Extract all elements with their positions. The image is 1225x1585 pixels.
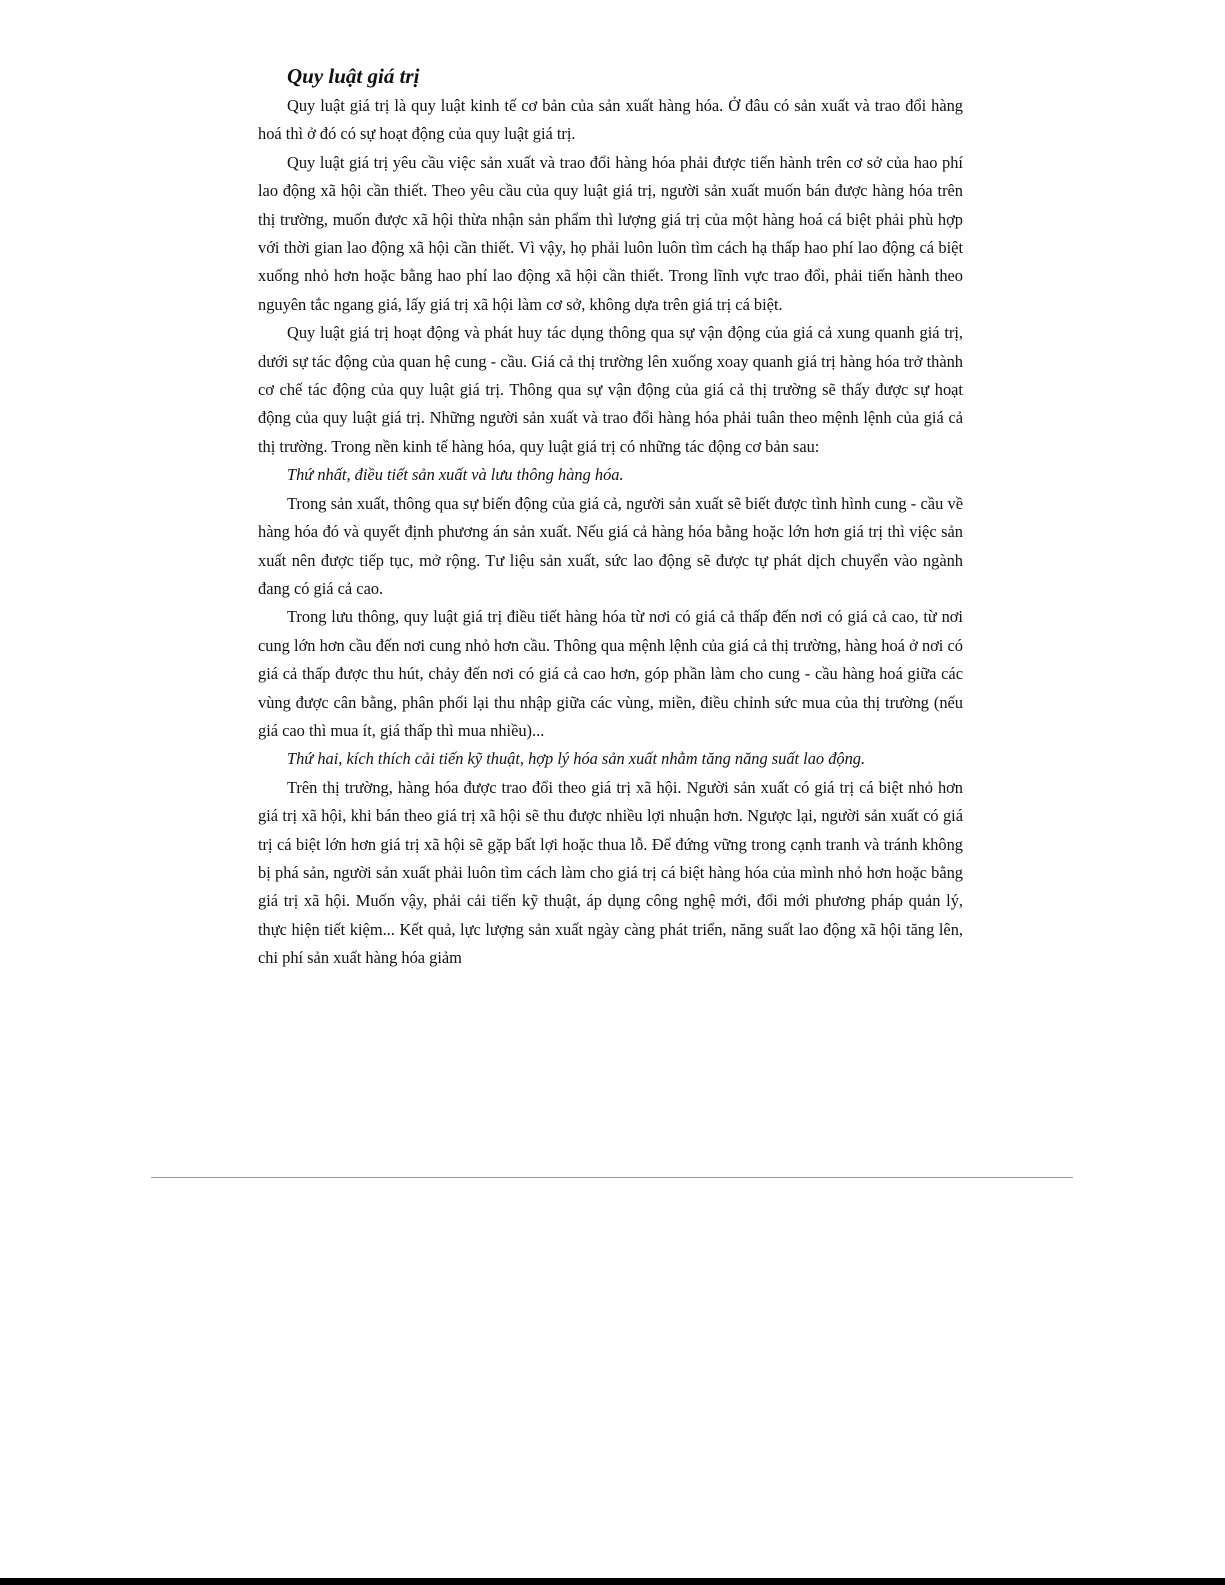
paragraph-4: Trong sản xuất, thông qua sự biến động của giá cả, người sản xuất sẽ biết được tình hình cung - cầu về hàng hóa đó và quyết định phương án sản xuất. Nếu giá cả hàng hóa bằng hoặc lớn hơn giá trị thì việc sản xuất nên được tiếp tục, mở rộng. Tư liệu sản xuất, sức lao động sẽ được tự phát dịch chuyển vào ngành đang có giá cả cao. (258, 493, 963, 598)
subheading-first-effect: Thứ nhất, điều tiết sản xuất và lưu thông hàng hóa. (287, 465, 624, 485)
page-divider (151, 1177, 1073, 1178)
paragraph-3: Quy luật giá trị hoạt động và phát huy tác dụng thông qua sự vận động của giá cả xung quanh giá trị, dưới sự tác động của quan hệ cung - cầu. Giá cả thị trường lên xuống xoay quanh giá trị hàng hóa trở thành cơ chế tác động của quy luật giá trị. Thông qua sự vận động của giá cả thị trường sẽ thấy được sự hoạt động của quy luật giá trị. Những người sản xuất và trao đổi hàng hóa phải tuân theo mệnh lệnh của giá cả thị trường. Trong nền kinh tế hàng hóa, quy luật giá trị có những tác động cơ bản sau: (258, 323, 963, 456)
paragraph-5: Trong lưu thông, quy luật giá trị điều tiết hàng hóa từ nơi có giá cả thấp đến nơi có giá cả cao, từ nơi cung lớn hơn cầu đến nơi cung nhỏ hơn cầu. Thông qua mệnh lệnh của giá cả thị trường, hàng hoá ở nơi có giá cả thấp được thu hút, chảy đến nơi có giá cả cao hơn, góp phần làm cho cung - cầu hàng hoá giữa các vùng được cân bằng, phân phối lại thu nhập giữa các vùng, miền, điều chỉnh sức mua của thị trường (nếu giá cao thì mua ít, giá thấp thì mua nhiều)... (258, 607, 963, 740)
document-body (258, 62, 963, 973)
subheading-second-effect: Thứ hai, kích thích cải tiến kỹ thuật, hợp lý hóa sản xuất nhằm tăng năng suất lao động. (287, 749, 866, 769)
paragraph-6: Trên thị trường, hàng hóa được trao đổi theo giá trị xã hội. Người sản xuất có giá trị cá biệt nhỏ hơn giá trị xã hội, khi bán theo giá trị xã hội sẽ thu được nhiều lợi nhuận hơn. Ngược lại, người sản xuất có giá trị cá biệt lớn hơn giá trị xã hội sẽ gặp bất lợi hoặc thua lỗ. Để đứng vững trong cạnh tranh và tránh không bị phá sản, người sản xuất phải luôn tìm cách làm cho giá trị cá biệt hàng hóa của mình nhỏ hơn hoặc bằng giá trị xã hội. Muốn vậy, phải cải tiến kỹ thuật, áp dụng công nghệ mới, đổi mới phương pháp quản lý, thực hiện tiết kiệm... Kết quả, lực lượng sản xuất ngày càng phát triển, năng suất lao động xã hội tăng lên, chi phí sản xuất hàng hóa giảm (258, 777, 963, 968)
section-heading: Quy luật giá trị (287, 64, 420, 88)
paragraph-2: Quy luật giá trị yêu cầu việc sản xuất và trao đổi hàng hóa phải được tiến hành trên cơ sở của hao phí lao động xã hội cần thiết. Theo yêu cầu của quy luật giá trị, người sản xuất muốn bán được hàng hóa trên thị trường, muốn được xã hội thừa nhận sản phẩm thì lượng giá trị của một hàng hoá cá biệt phải phù hợp với thời gian lao động xã hội cần thiết. Vì vậy, họ phải luôn luôn tìm cách hạ thấp hao phí lao động cá biệt xuống nhỏ hơn hoặc bằng hao phí lao động xã hội cần thiết. Trong lĩnh vực trao đổi, phải tiến hành theo nguyên tắc ngang giá, lấy giá trị xã hội làm cơ sở, không dựa trên giá trị cá biệt. (258, 152, 963, 314)
paragraph-1: Quy luật giá trị là quy luật kinh tế cơ bản của sản xuất hàng hóa. Ở đâu có sản xuất và trao đổi hàng hoá thì ở đó có sự hoạt động của quy luật giá trị. (258, 96, 963, 144)
bottom-edge-bar (0, 1578, 1225, 1585)
